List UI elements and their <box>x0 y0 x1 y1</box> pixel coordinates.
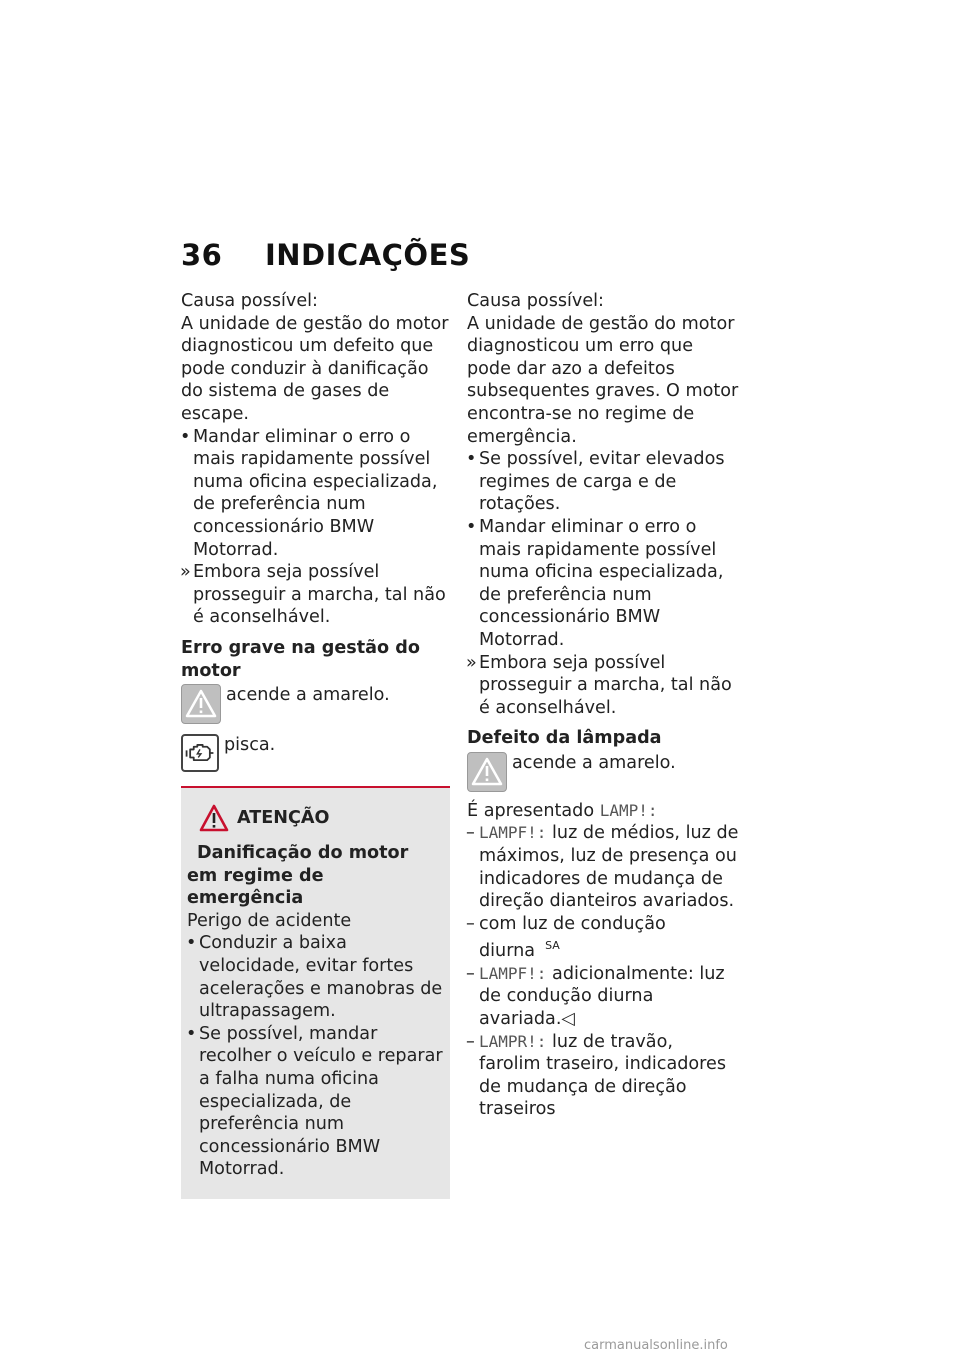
result-item: » Embora seja possível prosseguir a marcha, tal não é aconselhável. <box>180 562 446 628</box>
page-title: INDICAÇÕES <box>265 238 471 272</box>
indicator-text: pisca. <box>224 735 276 756</box>
list-item: • Se possível, mandar recolher o veículo e reparar a falha numa oficina especializada, de preferência num concessionário BMW Motorrad. <box>186 1023 443 1180</box>
right-column <box>467 290 739 1121</box>
bullet-marker: • <box>186 933 197 954</box>
indicator-text: acende a amarelo. <box>512 752 676 773</box>
attention-triangle-icon <box>199 804 229 832</box>
general-warning-triangle-icon <box>181 684 221 724</box>
indicator-row <box>181 734 453 772</box>
attention-title: ATENÇÃO <box>199 804 444 832</box>
result-marker: » <box>466 652 477 673</box>
general-warning-triangle-icon <box>467 752 507 792</box>
section-heading: Defeito da lâmpada <box>467 728 662 749</box>
indicator-text: acende a amarelo. <box>226 685 390 706</box>
display-line: É apresentado LAMP!: <box>467 800 658 821</box>
watermark: carmanualsonline.info <box>584 1338 728 1353</box>
cause-text: A unidade de gestão do motor diagnosticou um defeito que pode conduzir à danificação do sistema de gases de escape. <box>181 313 449 424</box>
indicator-row <box>181 684 453 724</box>
dash-marker: – <box>466 963 475 984</box>
cause-text: A unidade de gestão do motor diagnosticou um erro que pode dar azo a defeitos subsequentes graves. O motor encontra-se no regime de emergência. <box>467 313 739 447</box>
list-item: • Se possível, evitar elevados regimes de carga e de rotações. <box>466 449 725 515</box>
bullet-marker: • <box>186 1023 197 1044</box>
cause-label: Causa possível: <box>467 291 604 311</box>
list-item: • Conduzir a baixa velocidade, evitar fortes acelerações e manobras de ultrapassagem. <box>186 933 443 1022</box>
cause-label: Causa possível: <box>181 291 318 311</box>
section-heading: Erro grave na gestão do motor <box>181 637 420 681</box>
indicator-row <box>467 752 739 792</box>
result-item: » Embora seja possível prosseguir a marcha, tal não é aconselhável. <box>466 652 732 718</box>
dash-marker: – <box>466 1031 475 1052</box>
display-code: LAMP!: <box>599 800 658 820</box>
lamp-item: – LAMPR!: luz de travão, farolim traseiro, indicadores de mudança de direção traseiros <box>466 1031 726 1120</box>
engine-check-icon <box>181 734 219 772</box>
lamp-item: – LAMPF!: luz de médios, luz de máximos, luz de presença ou indicadores de mudança de direção dianteiros avariados. <box>466 823 739 912</box>
lamp-item: – LAMPF!: adicionalmente: luz de condução diurna avariada.◁ <box>466 963 725 1030</box>
lamp-item: – com luz de condução diurna $^{SA}$ <box>466 913 666 962</box>
dash-marker: – <box>466 913 475 934</box>
attention-box <box>181 786 450 1199</box>
result-marker: » <box>180 562 191 583</box>
dash-marker: – <box>466 823 475 844</box>
danger-text: Perigo de acidente <box>187 910 352 931</box>
sa-marker: SA <box>545 939 560 953</box>
page-number: 36 <box>181 238 223 272</box>
list-item: • Mandar eliminar o erro o mais rapidamente possível numa oficina especializada, de preferência num concessionário BMW Motorrad. <box>180 426 438 560</box>
bullet-marker: • <box>466 449 477 470</box>
attention-subtitle: Danificação do motor em regime de emergência <box>187 843 409 909</box>
left-column <box>181 290 453 1199</box>
page-header <box>181 238 470 272</box>
bullet-marker: • <box>466 516 477 537</box>
list-item: • Mandar eliminar o erro o mais rapidamente possível numa oficina especializada, de preferência num concessionário BMW Motorrad. <box>466 516 724 650</box>
bullet-marker: • <box>180 426 191 447</box>
